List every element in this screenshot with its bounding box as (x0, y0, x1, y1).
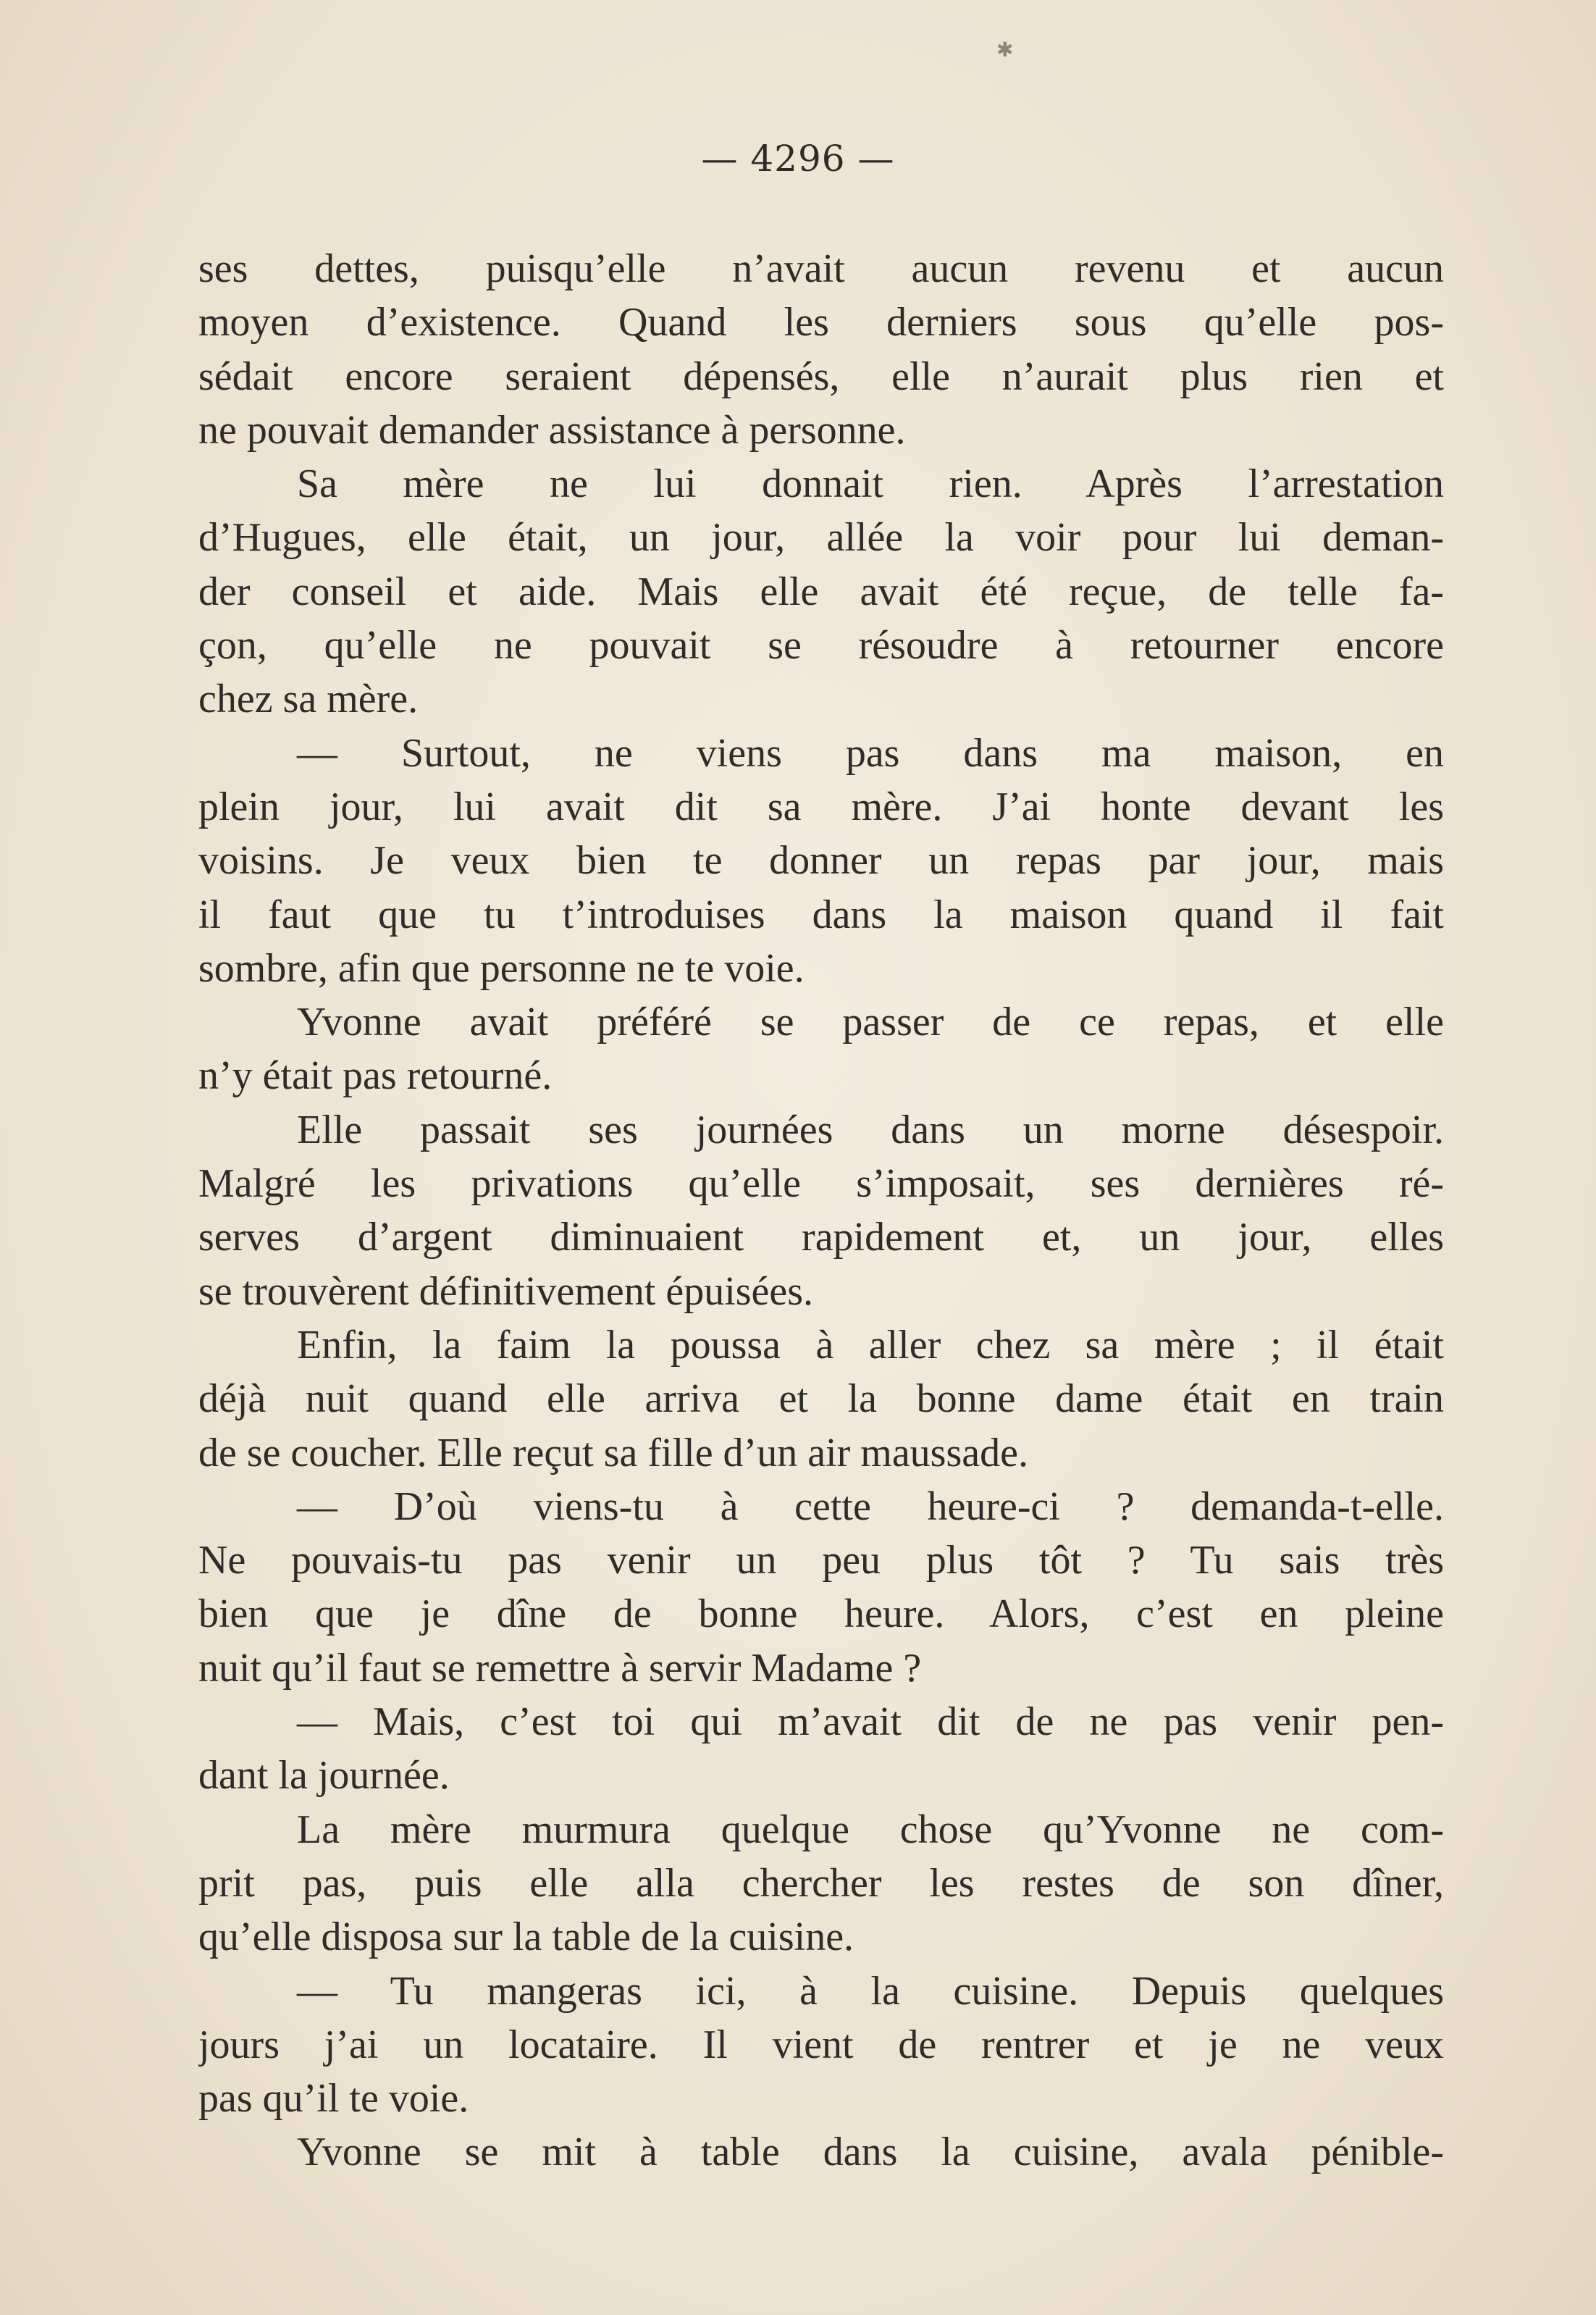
text-line: prit pas, puis elle alla chercher les restes de son dîner, (198, 1860, 1444, 1906)
text-line: il faut que tu t’introduises dans la maison quand il fait (198, 892, 1444, 937)
text-line: La mère murmura quelque chose qu’Yvonne ne com- (297, 1807, 1444, 1852)
ink-speck: ✱ (996, 38, 1014, 62)
text-line: Malgré les privations qu’elle s’imposait, ses dernières ré- (198, 1161, 1444, 1207)
text-line: sédait encore seraient dépensés, elle n’aurait plus rien et (198, 353, 1444, 399)
text-line: serves d’argent diminuaient rapidement et, un jour, elles (198, 1215, 1444, 1260)
text-line: Ne pouvais-tu pas venir un peu plus tôt ? Tu sais très (198, 1538, 1444, 1583)
text-line: déjà nuit quand elle arriva et la bonne dame était en train (198, 1376, 1444, 1422)
text-line: ne pouvait demander assistance à personne. (198, 407, 906, 453)
text-line: — Surtout, ne viens pas dans ma maison, en (297, 730, 1444, 776)
text-line: Sa mère ne lui donnait rien. Après l’arrestation (297, 461, 1444, 507)
text-line: d’Hugues, elle était, un jour, allée la voir pour lui deman- (198, 515, 1444, 561)
text-line: n’y était pas retourné. (198, 1053, 553, 1099)
text-line: nuit qu’il faut se remettre à servir Madame ? (198, 1645, 922, 1691)
page-number: — 4296 — (701, 138, 895, 180)
body-text (198, 242, 1444, 2180)
text-line: de se coucher. Elle reçut sa fille d’un air maussade. (198, 1430, 1028, 1475)
text-line: jours j’ai un locataire. Il vient de rentrer et je ne veux (198, 2022, 1444, 2067)
text-line: Elle passait ses journées dans un morne désespoir. (297, 1107, 1444, 1152)
text-line: pas qu’il te voie. (198, 2076, 469, 2122)
text-line: moyen d’existence. Quand les derniers sous qu’elle pos- (198, 300, 1444, 346)
text-line: bien que je dîne de bonne heure. Alors, c’est en pleine (198, 1591, 1444, 1637)
text-line: der conseil et aide. Mais elle avait été reçue, de telle fa- (198, 569, 1444, 614)
text-line: — Tu mangeras ici, à la cuisine. Depuis quelques (297, 1968, 1444, 2014)
text-line: voisins. Je veux bien te donner un repas par jour, mais (198, 838, 1444, 884)
text-line: chez sa mère. (198, 677, 419, 722)
text-line: — D’où viens-tu à cette heure-ci ? demanda-t-elle. (297, 1483, 1444, 1529)
text-line: ses dettes, puisqu’elle n’avait aucun revenu et aucun (198, 246, 1444, 291)
text-line: plein jour, lui avait dit sa mère. J’ai honte devant les (198, 784, 1444, 829)
text-line: qu’elle disposa sur la table de la cuisine. (198, 1914, 854, 1960)
text-line: çon, qu’elle ne pouvait se résoudre à retourner encore (198, 623, 1444, 669)
text-line: sombre, afin que personne ne te voie. (198, 945, 805, 991)
text-line: dant la journée. (198, 1753, 450, 1799)
text-line: Yvonne avait préféré se passer de ce repas, et elle (297, 1000, 1444, 1045)
text-line: se trouvèrent définitivement épuisées. (198, 1268, 814, 1314)
text-line: Enfin, la faim la poussa à aller chez sa mère ; il était (297, 1322, 1444, 1368)
text-line: — Mais, c’est toi qui m’avait dit de ne pas venir pen- (297, 1699, 1444, 1745)
text-line: Yvonne se mit à table dans la cuisine, avala pénible- (297, 2130, 1444, 2175)
